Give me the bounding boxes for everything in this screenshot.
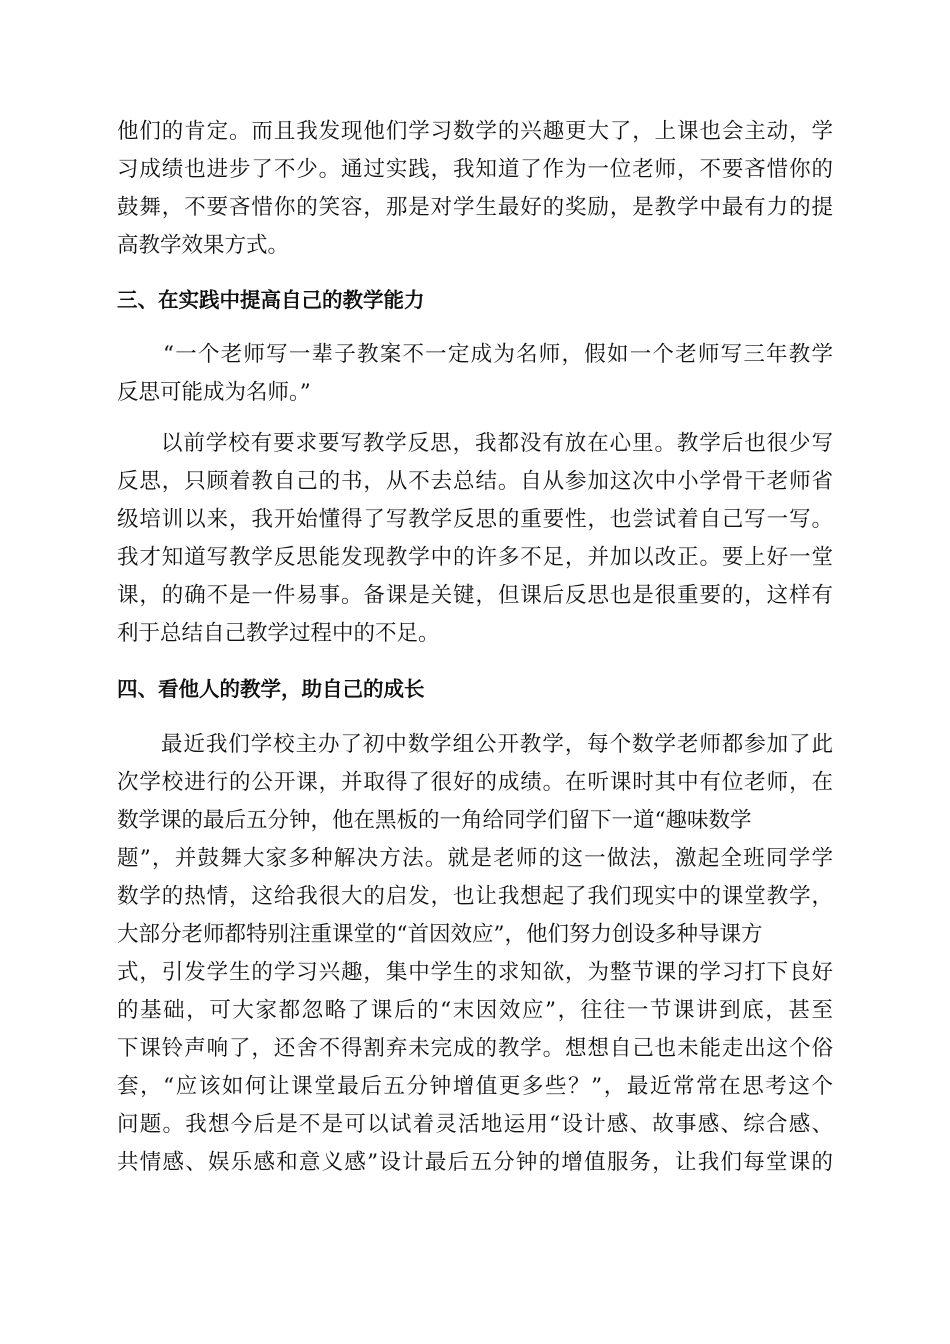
paragraph-line: 的基础，可大家都忽略了课后的“末因效应”，往往一节课讲到底，甚至 <box>117 998 833 1023</box>
paragraph-line: 我才知道写教学反思能发现教学中的许多不足，并加以改正。要上好一堂 <box>117 545 833 570</box>
paragraph-line: 式，引发学生的学习兴趣，集中学生的求知欲，为整节课的学习打下良好 <box>117 960 833 985</box>
paragraph-line: 鼓舞，不要吝惜你的笑容，那是对学生最好的奖励，是教学中最有力的提 <box>117 195 833 220</box>
paragraph-line: 共情感、娱乐感和意义感”设计最后五分钟的增值服务，让我们每堂课的 <box>117 1150 833 1175</box>
paragraph-line: 最近我们学校主办了初中数学组公开教学，每个数学老师都参加了此 <box>161 732 833 757</box>
paragraph-line: 下课铃声响了，还舍不得割弃未完成的教学。想想自己也未能走出这个俗 <box>117 1036 833 1061</box>
paragraph-line: 题”，并鼓舞大家多种解决方法。就是老师的这一做法，激起全班同学学 <box>117 846 833 871</box>
paragraph-line: 以前学校有要求要写教学反思，我都没有放在心里。教学后也很少写 <box>161 431 833 456</box>
paragraph-line: 数学课的最后五分钟，他在黑板的一角给同学们留下一道“趣味数学 <box>117 808 752 833</box>
paragraph-line: 问题。我想今后是不是可以试着灵活地运用“设计感、故事感、综合感、 <box>117 1112 833 1137</box>
paragraph-line: 利于总结自己教学过程中的不足。 <box>117 621 440 646</box>
paragraph-line: 课，的确不是一件易事。备课是关键，但课后反思也是很重要的，这样有 <box>117 583 833 608</box>
paragraph-line: 他们的肯定。而且我发现他们学习数学的兴趣更大了，上课也会主动，学 <box>117 119 833 144</box>
paragraph-line: 数学的热情，这给我很大的启发，也让我想起了我们现实中的课堂教学， <box>117 884 833 909</box>
paragraph-line: 大部分老师都特别注重课堂的“首因效应”，他们努力创设多种导课方 <box>117 922 763 947</box>
paragraph-line: 套，“应该如何让课堂最后五分钟增值更多些？”，最近常常在思考这个 <box>117 1074 833 1099</box>
paragraph-line: 级培训以来，我开始懂得了写教学反思的重要性，也尝试着自己写一写。 <box>117 507 833 532</box>
paragraph-line: 次学校进行的公开课，并取得了很好的成绩。在听课时其中有位老师，在 <box>117 770 833 795</box>
quote-line: 反思可能成为名师。” <box>117 380 311 405</box>
paragraph-line: 高教学效果方式。 <box>117 233 290 258</box>
quote-line: “一个老师写一辈子教案不一定成为名师，假如一个老师写三年教学 <box>163 342 833 367</box>
paragraph-line: 习成绩也进步了不少。通过实践，我知道了作为一位老师，不要吝惜你的 <box>117 157 833 182</box>
section-heading: 四、看他人的教学，助自己的成长 <box>117 677 425 701</box>
section-heading: 三、在实践中提高自己的教学能力 <box>117 288 425 312</box>
paragraph-line: 反思，只顾着教自己的书，从不去总结。自从参加这次中小学骨干老师省 <box>117 469 833 494</box>
